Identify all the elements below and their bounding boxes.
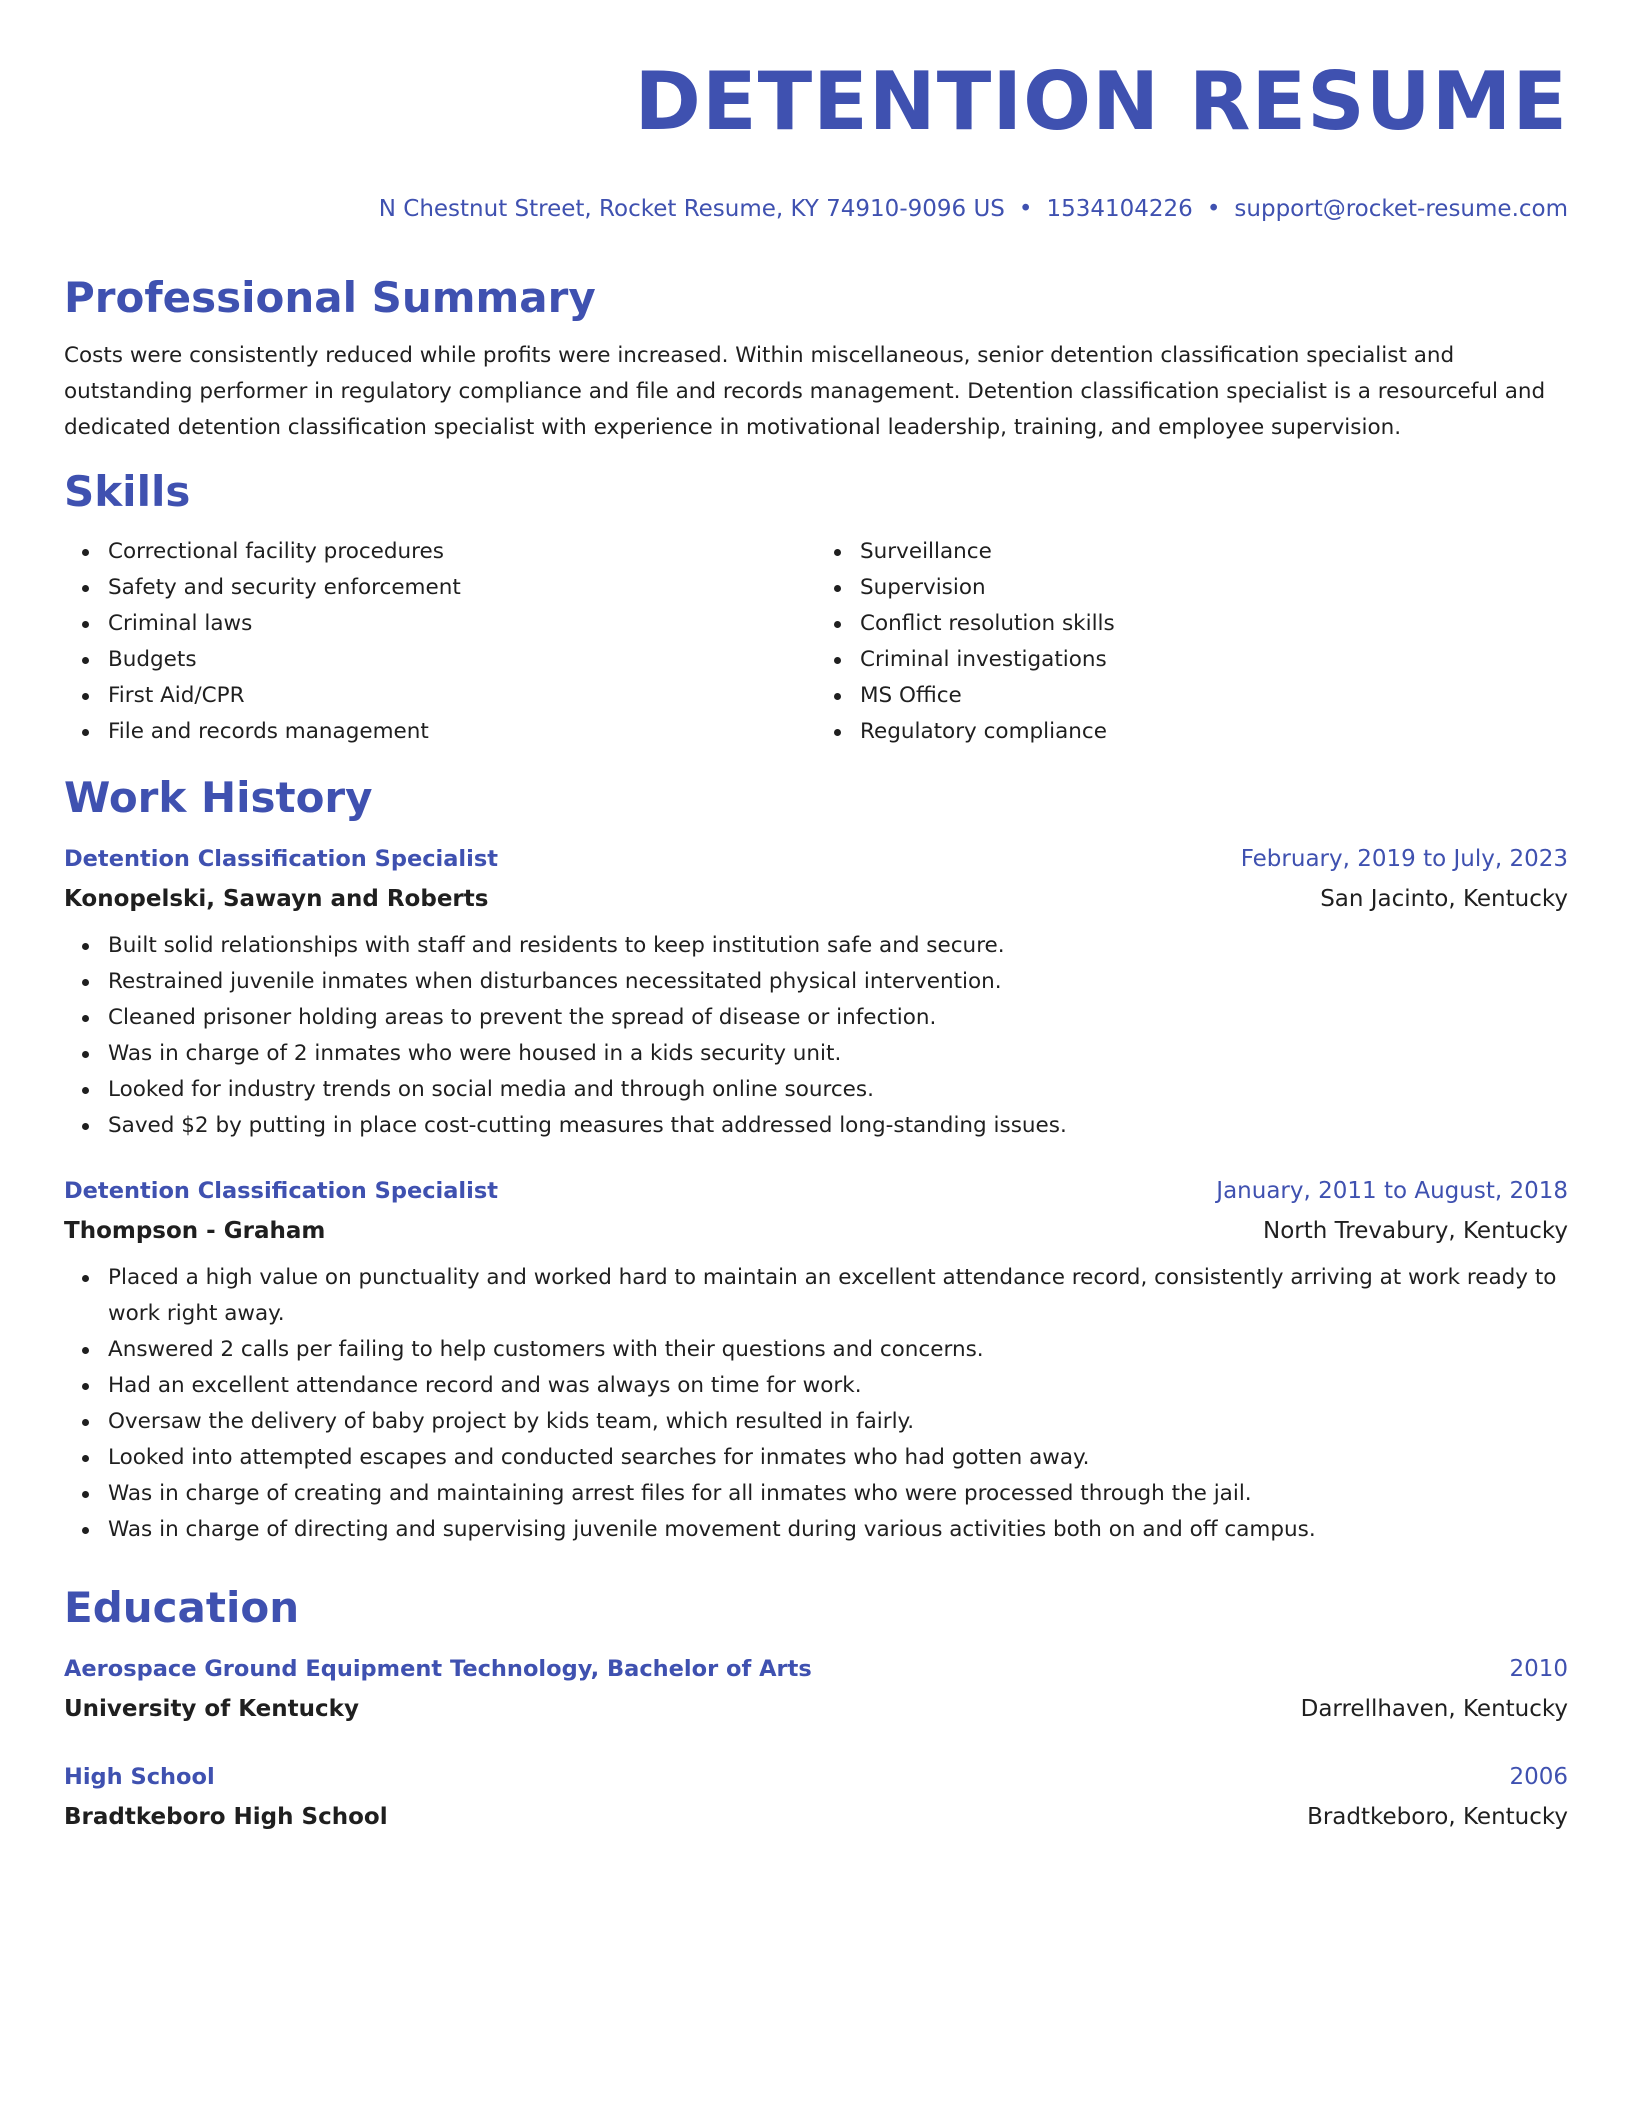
work-history-heading: Work History	[64, 773, 373, 822]
education-location: Darrellhaven, Kentucky	[1300, 1696, 1568, 1722]
education-section	[64, 1582, 1568, 1832]
job-bullet: Looked into attempted escapes and conducted searches for inmates who had gotten away.	[108, 1440, 1568, 1476]
job-entry	[64, 1176, 1568, 1548]
skill-item: Criminal investigations	[860, 642, 1568, 678]
job-role: Detention Classification Specialist	[64, 1178, 499, 1204]
contact-address: N Chestnut Street, Rocket Resume, KY 74910-9096 US	[378, 196, 1005, 222]
job-bullet: Placed a high value on punctuality and worked hard to maintain an excellent attendance record, consistently arriving at work ready to work right away.	[108, 1260, 1568, 1332]
job-company-row	[64, 884, 1568, 914]
contact-email[interactable]: support@rocket-resume.com	[1234, 196, 1568, 222]
job-bullet: Had an excellent attendance record and was always on time for work.	[108, 1368, 1568, 1404]
contact-separator: •	[1018, 196, 1033, 222]
contact-separator: •	[1206, 196, 1221, 222]
job-company: Konopelski, Sawayn and Roberts	[64, 886, 489, 912]
skill-item: MS Office	[860, 678, 1568, 714]
job-role: Detention Classification Specialist	[64, 846, 499, 872]
skill-item: File and records management	[108, 714, 816, 750]
education-school: Bradtkeboro High School	[64, 1804, 388, 1830]
education-heading: Education	[64, 1583, 300, 1632]
contact-phone: 1534104226	[1046, 196, 1193, 222]
skills-heading: Skills	[64, 467, 191, 516]
job-bullet: Answered 2 calls per failing to help customers with their questions and concerns.	[108, 1332, 1568, 1368]
job-bullet: Oversaw the delivery of baby project by kids team, which resulted in fairly.	[108, 1404, 1568, 1440]
job-location: San Jacinto, Kentucky	[1320, 886, 1568, 912]
resume-header	[64, 0, 1568, 224]
skills-grid	[64, 534, 1568, 750]
job-bullet: Was in charge of 2 inmates who were housed in a kids security unit.	[108, 1036, 1568, 1072]
job-bullet: Saved $2 by putting in place cost-cutting measures that addressed long-standing issues.	[108, 1108, 1568, 1144]
education-location: Bradtkeboro, Kentucky	[1307, 1804, 1568, 1830]
job-bullet: Cleaned prisoner holding areas to prevent the spread of disease or infection.	[108, 1000, 1568, 1036]
skill-item: Regulatory compliance	[860, 714, 1568, 750]
job-dates: January, 2011 to August, 2018	[1216, 1178, 1568, 1204]
job-header-row	[64, 844, 1568, 874]
job-bullet: Built solid relationships with staff and residents to keep institution safe and secure.	[108, 928, 1568, 964]
job-bullet: Looked for industry trends on social media and through online sources.	[108, 1072, 1568, 1108]
skill-item: Correctional facility procedures	[108, 534, 816, 570]
skill-item: Safety and security enforcement	[108, 570, 816, 606]
skill-item: Criminal laws	[108, 606, 816, 642]
skill-item: Surveillance	[860, 534, 1568, 570]
education-entry	[64, 1654, 1568, 1724]
skill-item: Conflict resolution skills	[860, 606, 1568, 642]
job-location: North Trevabury, Kentucky	[1263, 1218, 1568, 1244]
skills-section	[64, 466, 1568, 750]
job-header-row	[64, 1176, 1568, 1206]
job-company: Thompson - Graham	[64, 1218, 326, 1244]
skills-column-right	[816, 534, 1568, 750]
education-year: 2006	[1509, 1764, 1568, 1790]
skill-item: Supervision	[860, 570, 1568, 606]
contact-line	[64, 194, 1568, 224]
job-bullets	[64, 1260, 1568, 1548]
skills-column-left	[64, 534, 816, 750]
education-school-row	[64, 1802, 1568, 1832]
education-school: University of Kentucky	[64, 1696, 359, 1722]
education-header-row	[64, 1762, 1568, 1792]
education-school-row	[64, 1694, 1568, 1724]
education-year: 2010	[1509, 1656, 1568, 1682]
education-entry	[64, 1762, 1568, 1832]
job-bullet: Was in charge of directing and supervising juvenile movement during various activities both on and off campus.	[108, 1512, 1568, 1548]
job-company-row	[64, 1216, 1568, 1246]
education-degree: Aerospace Ground Equipment Technology, Bachelor of Arts	[64, 1656, 812, 1682]
job-dates: February, 2019 to July, 2023	[1240, 846, 1568, 872]
education-header-row	[64, 1654, 1568, 1684]
job-bullets	[64, 928, 1568, 1144]
job-entry	[64, 844, 1568, 1144]
summary-text: Costs were consistently reduced while profits were increased. Within miscellaneous, senior detention classification specialist and outstanding performer in regulatory compliance and file and records management. Detention classification specialist is a resourceful and dedicated detention classification specialist with experience in motivational leadership, training, and employee supervision.	[64, 343, 1546, 440]
work-history-section	[64, 772, 1568, 1548]
job-bullet: Was in charge of creating and maintaining arrest files for all inmates who were processed through the jail.	[108, 1476, 1568, 1512]
education-degree: High School	[64, 1764, 215, 1790]
skill-item: Budgets	[108, 642, 816, 678]
resume-title: DETENTION RESUME	[634, 55, 1568, 148]
summary-section	[64, 272, 1568, 446]
skill-item: First Aid/CPR	[108, 678, 816, 714]
job-bullet: Restrained juvenile inmates when disturbances necessitated physical intervention.	[108, 964, 1568, 1000]
summary-heading: Professional Summary	[64, 273, 596, 322]
